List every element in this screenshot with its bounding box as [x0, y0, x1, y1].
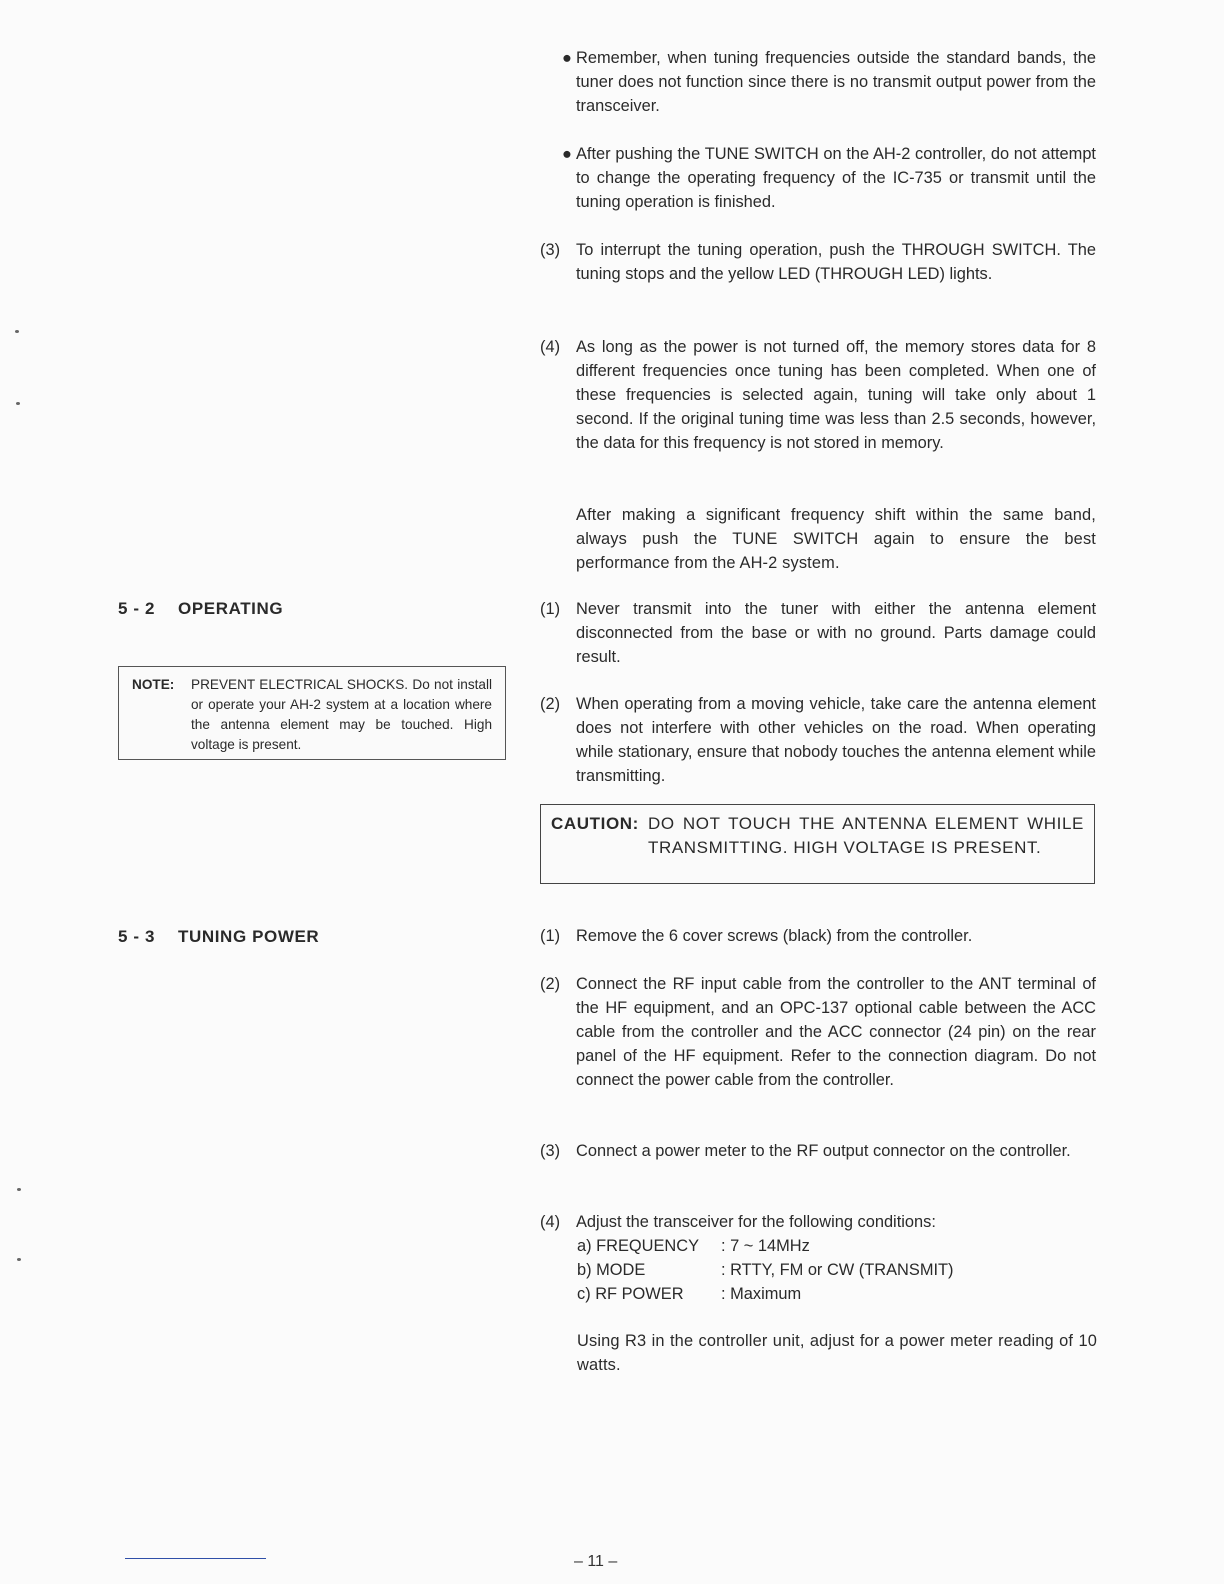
scan-speck	[16, 402, 20, 405]
step-number: (1)	[540, 600, 561, 618]
scan-speck	[17, 1258, 21, 1261]
step-text: Never transmit into the tuner with either the antenna element disconnected from the base or with no ground. Parts damage could result.	[576, 600, 1096, 666]
bullet-dot: ●	[562, 145, 572, 163]
step-text: Connect a power meter to the RF output connector on the controller.	[576, 1142, 1071, 1160]
section-number: 5 - 2	[118, 599, 156, 618]
after-shift-paragraph: After making a significant frequency shift within the same band, always push the TUNE SWITCH again to ensure the best performance from the AH-2 system.	[576, 506, 1096, 572]
bullet-after-pushing-text: After pushing the TUNE SWITCH on the AH-2 controller, do not attempt to change the operating frequency of the IC-735 or transmit until the tuning operation is finished.	[576, 145, 1096, 211]
bullet-remember-text: Remember, when tuning frequencies outside the standard bands, the tuner does not function since there is no transmit output power from the transceiver.	[576, 49, 1096, 115]
step-number: (4)	[540, 1213, 561, 1231]
condition-row	[577, 1234, 954, 1258]
footer-rule	[125, 1558, 266, 1559]
step-number: (2)	[540, 695, 561, 713]
condition-row	[577, 1258, 954, 1282]
step-text: To interrupt the tuning operation, push the THROUGH SWITCH. The tuning stops and the yellow LED (THROUGH LED) lights.	[576, 241, 1096, 283]
section-number: 5 - 3	[118, 927, 156, 946]
section-title: OPERATING	[178, 599, 284, 618]
bullet-remember	[562, 46, 1096, 118]
condition-value: : 7 ~ 14MHz	[721, 1237, 810, 1255]
scan-speck	[17, 1188, 21, 1191]
step-text: Remove the 6 cover screws (black) from the controller.	[576, 927, 973, 945]
step-number: (3)	[540, 241, 561, 259]
step-number: (3)	[540, 1142, 561, 1160]
note-text: PREVENT ELECTRICAL SHOCKS. Do not install or operate your AH-2 system at a location where the antenna element may be touched. High voltage is present.	[191, 677, 492, 752]
page-number: – 11 –	[574, 1553, 618, 1570]
condition-key: a) FREQUENCY	[577, 1237, 700, 1255]
condition-key: b) MODE	[577, 1261, 646, 1279]
caution-text: DO NOT TOUCH THE ANTENNA ELEMENT WHILE TRANSMITTING. HIGH VOLTAGE IS PRESENT.	[648, 814, 1084, 857]
tuning-power-step-4	[540, 1210, 1096, 1234]
bullet-dot: ●	[562, 49, 572, 67]
condition-key: c) RF POWER	[577, 1285, 684, 1303]
caution-label: CAUTION:	[551, 814, 639, 833]
step-text: As long as the power is not turned off, the memory stores data for 8 different frequencies once tuning has been completed. When one of these frequencies is selected again, tuning will take only about 1 second. If the original tuning time was less than 2.5 seconds, however, the data for this frequency is not stored in memory.	[576, 338, 1096, 452]
step-number: (2)	[540, 975, 561, 993]
tuning-power-step-2	[540, 972, 1096, 1092]
tuning-step-4	[540, 335, 1096, 455]
conditions-list	[577, 1234, 954, 1306]
section-heading-operating	[118, 599, 283, 619]
note-label: NOTE:	[132, 677, 175, 692]
scan-speck	[15, 330, 19, 333]
operating-step-2	[540, 692, 1096, 788]
step-number: (1)	[540, 927, 561, 945]
note-box	[118, 666, 506, 760]
tuning-step-3	[540, 238, 1096, 286]
caution-box	[540, 804, 1095, 884]
step-text: Connect the RF input cable from the controller to the ANT terminal of the HF equipment, and an OPC-137 optional cable between the ACC cable from the controller and the ACC connector (24 pin) on the rear panel of the HF equipment. Refer to the connection diagram. Do not connect the power cable from the controller.	[576, 975, 1096, 1089]
final-paragraph: Using R3 in the controller unit, adjust for a power meter reading of 10 watts.	[577, 1332, 1097, 1374]
condition-value: : RTTY, FM or CW (TRANSMIT)	[721, 1261, 954, 1279]
step-number: (4)	[540, 338, 561, 356]
condition-value: : Maximum	[721, 1285, 802, 1303]
step-text: Adjust the transceiver for the following conditions:	[576, 1213, 936, 1231]
condition-row	[577, 1282, 954, 1306]
section-title: TUNING POWER	[178, 927, 320, 946]
step-text: When operating from a moving vehicle, take care the antenna element does not interfere with other vehicles on the road. When operating while stationary, ensure that nobody touches the antenna element while transmitting.	[576, 695, 1096, 785]
operating-step-1	[540, 597, 1096, 669]
section-heading-tuning-power	[118, 927, 319, 947]
tuning-power-step-3	[540, 1139, 1096, 1163]
bullet-after-pushing	[562, 142, 1096, 214]
tuning-power-step-1	[540, 924, 1096, 948]
